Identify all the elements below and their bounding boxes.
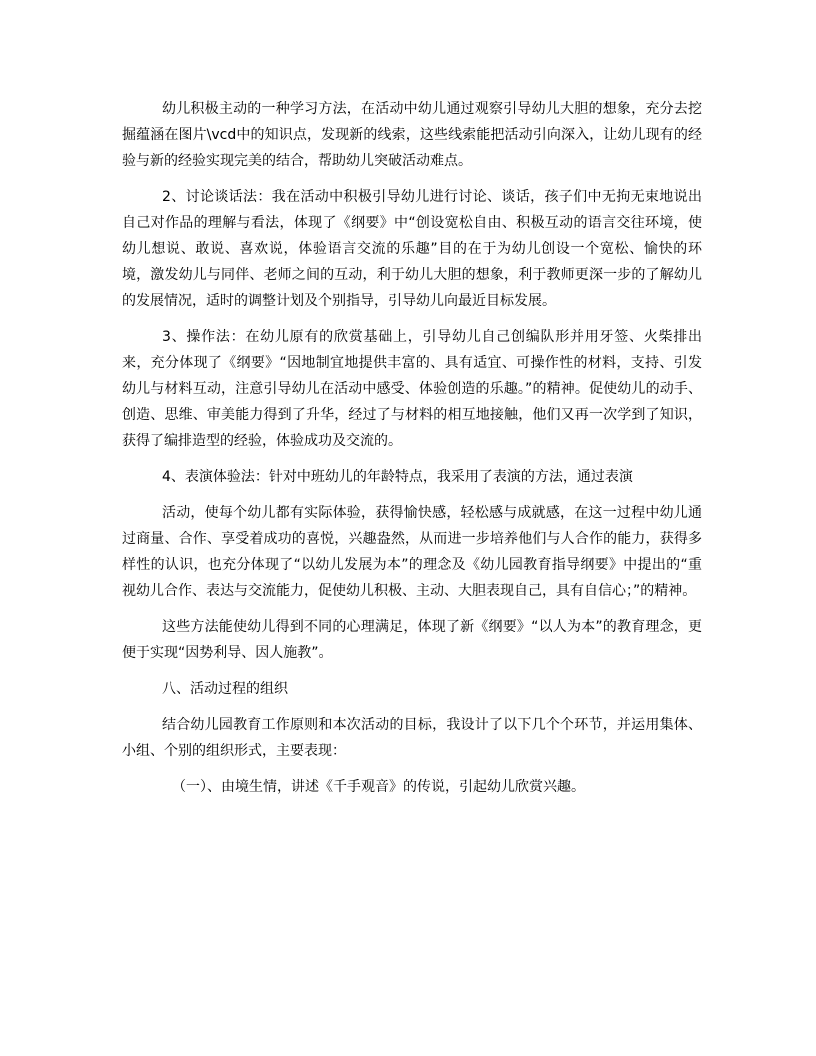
paragraph-observation-method: 幼儿积极主动的一种学习方法，在活动中幼儿通过观察引导幼儿大胆的想象，充分去挖掘蕴涵在图片\vcd中的知识点，发现新的线索，这些线索能把活动引向深入，让幼儿现有的经验与新的经验实现完美的结合，帮助幼儿突破活动难点。	[122, 101, 702, 169]
document-body	[122, 96, 702, 810]
paragraph-operation-method: 3、操作法：在幼儿原有的欣赏基础上，引导幼儿自己创编队形并用牙签、火柴排出来，充分体现了《纲要》“因地制宜地提供丰富的、具有适宜、可操作性的材料，支持、引发幼儿与材料互动，注意引导幼儿在活动中感受、体验创造的乐趣。”的精神。促使幼儿的动手、创造、思维、审美能力得到了升华，经过了与材料的相互地接触，他们又再一次学到了知识，获得了编排造型的经验，体验成功及交流的。	[122, 329, 702, 449]
paragraph-performance-method: 4、表演体验法：针对中班幼儿的年龄特点，我采用了表演的方法，通过表演	[162, 469, 633, 485]
paragraph-organization-intro: 结合幼儿园教育工作原则和本次活动的目标，我设计了以下几个个环节，并运用集体、小组、个别的组织形式，主要表现：	[122, 717, 702, 759]
section-heading-activity-organization: 八、活动过程的组织	[162, 681, 288, 697]
paragraph-step-one: （一）、由境生情，讲述《千手观音》的传说，引起幼儿欣赏兴趣。	[172, 779, 585, 795]
paragraph-performance-activity: 活动，使每个幼儿都有实际体验，获得愉快感，轻松感与成就感，在这一过程中幼儿通过商量、合作、享受着成功的喜悦，兴趣盎然，从而进一步培养他们与人合作的能力，获得多样性的认识，也充分体现了“以幼儿发展为本”的理念及《幼儿园教育指导纲要》中提出的“重视幼儿合作、表达与交流能力，促使幼儿积极、主动、大胆表现自己，具有自信心；”的精神。	[122, 505, 702, 599]
paragraph-methods-summary: 这些方法能使幼儿得到不同的心理满足，体现了新《纲要》“以人为本”的教育理念，更便于实现“因势利导、因人施教”。	[122, 619, 702, 661]
paragraph-discussion-method: 2、讨论谈话法：我在活动中积极引导幼儿进行讨论、谈话，孩子们中无拘无束地说出自己对作品的理解与看法，体现了《纲要》中“创设宽松自由、积极互动的语言交往环境，使幼儿想说、敢说、喜欢说，体验语言交流的乐趣”目的在于为幼儿创设一个宽松、愉快的环境，激发幼儿与同伴、老师之间的互动，利于幼儿大胆的想象，利于教师更深一步的了解幼儿的发展情况，适时的调整计划及个别指导，引导幼儿向最近目标发展。	[122, 189, 702, 309]
